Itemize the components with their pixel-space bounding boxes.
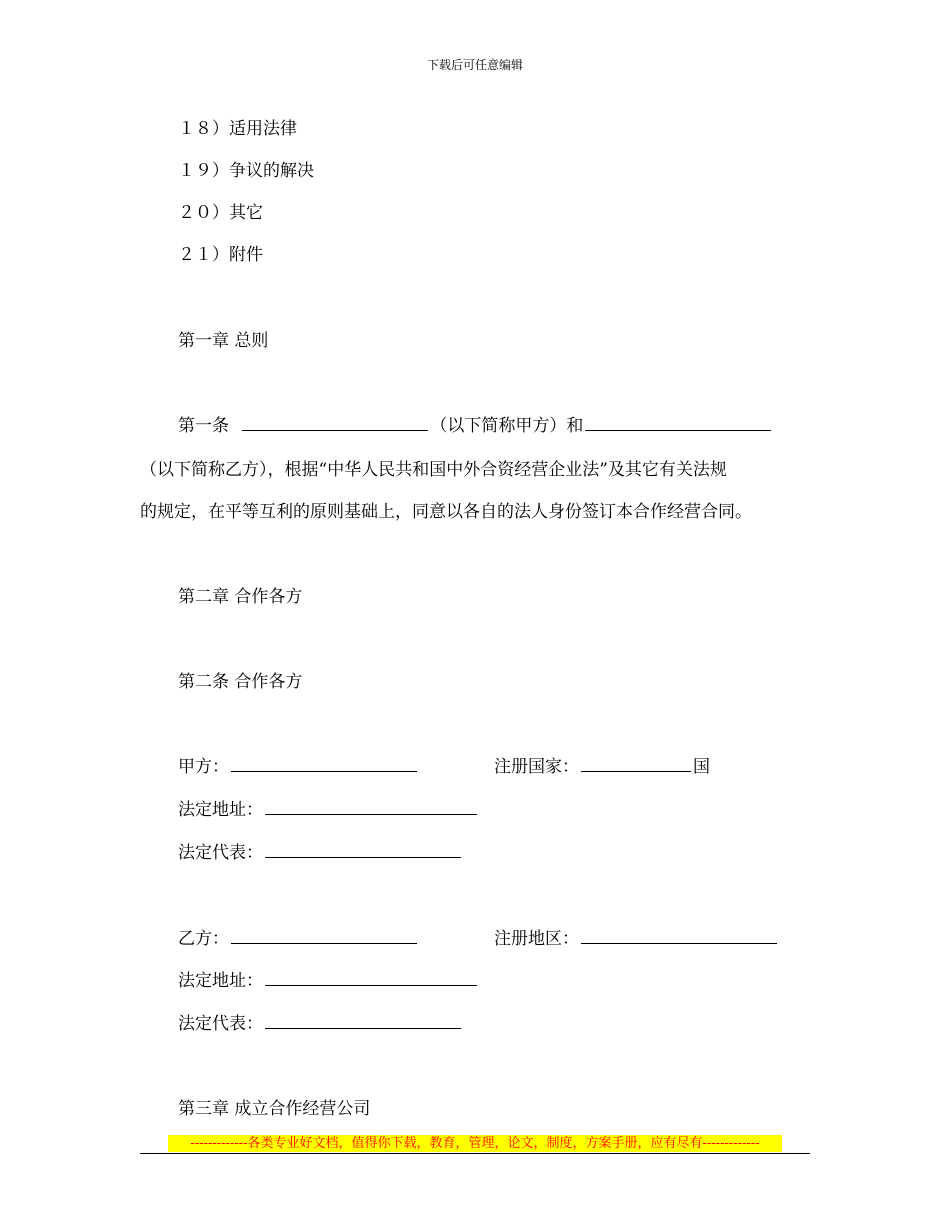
chapter-3-title: 第三章 成立合作经营公司 [178,1099,371,1119]
party-b-region-field[interactable] [581,929,777,944]
toc-item [178,114,297,139]
toc-number: １８） [178,119,229,139]
party-b-address-row [178,966,479,991]
party-b-address-field[interactable] [265,971,477,986]
article-1-line-3: 的规定，在平等互利的原则基础上，同意以各自的法人身份签订本合作经营合同。 [140,502,752,522]
toc-item [178,198,263,223]
party-b-rep-field[interactable] [265,1014,461,1029]
article-2-title: 第二条 合作各方 [178,672,303,692]
party-b-name-field[interactable] [231,929,417,944]
party-a-country-row [494,752,710,777]
party-a-address-label: 法定地址： [178,800,263,820]
article-1-line-2: （以下简称乙方），根据“中华人民共和国中外合资经营企业法”及其它有关法规 [140,460,727,480]
toc-label: 适用法律 [229,119,297,139]
toc-number: ２１） [178,245,229,265]
party-a-country-field[interactable] [581,757,691,772]
toc-item [178,240,263,265]
chapter-2-title: 第二章 合作各方 [178,587,303,607]
article-1-mid: （以下简称甲方）和 [430,416,584,436]
page-header: 下载后可任意编辑 [426,58,523,72]
article-1-line-1 [178,411,773,436]
party-b-address-label: 法定地址： [178,971,263,991]
toc-label: 争议的解决 [229,161,314,181]
party-a-name-blank[interactable] [242,416,428,431]
party-a-country-label: 注册国家： [494,757,579,777]
party-a-rep-field[interactable] [265,843,461,858]
party-a-name-field[interactable] [231,757,417,772]
party-b-rep-row [178,1009,463,1034]
toc-item [178,156,314,181]
footer-banner: -------------各类专业好文档，值得你下载，教育，管理，论文，制度，方案手册，应有尽有------------- [168,1135,782,1152]
party-b-rep-label: 法定代表： [178,1014,263,1034]
toc-number: ２０） [178,203,229,223]
party-a-rep-label: 法定代表： [178,843,263,863]
party-b-name-row [178,924,419,949]
party-a-address-row [178,795,479,820]
footer-divider [140,1153,810,1154]
toc-number: １９） [178,161,229,181]
toc-label: 附件 [229,245,263,265]
chapter-1-title: 第一章 总则 [178,331,269,351]
party-b-name-blank[interactable] [585,416,771,431]
party-a-name-row [178,752,419,777]
party-a-rep-row [178,838,463,863]
article-1-prefix: 第一条 [178,416,229,436]
party-a-country-suffix: 国 [693,757,710,777]
party-a-address-field[interactable] [265,800,477,815]
toc-label: 其它 [229,203,263,223]
party-b-name-label: 乙方： [178,929,229,949]
party-b-region-label: 注册地区： [494,929,579,949]
party-b-region-row [494,924,779,949]
party-a-name-label: 甲方： [178,757,229,777]
